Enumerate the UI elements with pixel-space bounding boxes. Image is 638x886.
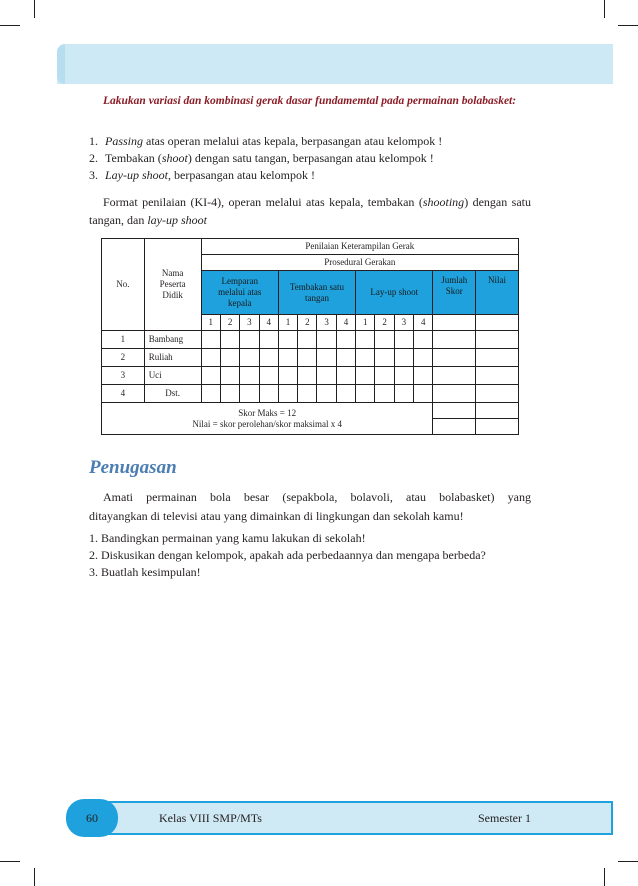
- student-name: Uci: [144, 367, 201, 385]
- table-row: [102, 331, 519, 349]
- term: lay-up shoot: [147, 213, 207, 227]
- sub-number: 3: [240, 315, 259, 331]
- table-row: [102, 367, 519, 385]
- list-number: 3.: [89, 168, 98, 182]
- term: Lay-up shoot: [105, 168, 168, 182]
- task-list: [89, 530, 539, 581]
- format-text: Format penilaian (KI-4), operan melalui atas kepala, tembakan (: [103, 195, 423, 209]
- table-footer: [102, 403, 433, 435]
- list-text: atas operan melalui atas kepala, berpasangan atau kelompok !: [143, 134, 443, 148]
- header-band-edge: [57, 44, 65, 84]
- assignment-paragraph: [89, 488, 531, 526]
- row-number: 2: [102, 349, 145, 367]
- crop-mark: [618, 25, 638, 26]
- term: shooting: [422, 195, 465, 209]
- sub-number: 2: [220, 315, 239, 331]
- list-item: [89, 167, 534, 184]
- list-item: [89, 133, 534, 150]
- header-band: [57, 44, 613, 84]
- sub-number: 4: [414, 315, 433, 331]
- footer-class-label: Kelas VIII SMP/MTs: [159, 811, 262, 825]
- crop-mark: [0, 25, 20, 26]
- section-heading: Penugasan: [89, 457, 177, 478]
- header-group: Lay-up shoot: [356, 271, 433, 315]
- crop-mark: [34, 0, 35, 18]
- footer-bar: [67, 801, 613, 835]
- list-number: 1.: [89, 134, 98, 148]
- table-row: [102, 385, 519, 403]
- list-text: Tembakan (: [105, 151, 162, 165]
- assessment-table: [101, 238, 519, 435]
- header-subtitle: Prosedural Gerakan: [201, 255, 518, 271]
- term: shoot: [161, 151, 188, 165]
- footer-semester-label: Semester 1: [478, 811, 531, 825]
- score-formula: Nilai = skor perolehan/skor maksimal x 4: [192, 418, 342, 429]
- crop-mark: [604, 868, 605, 886]
- crop-mark: [34, 868, 35, 886]
- student-name: Dst.: [144, 385, 201, 403]
- header-no: No.: [102, 239, 145, 331]
- header-group: Lemparan melalui atas kepala: [201, 271, 278, 315]
- list-item: 2. Diskusikan dengan kelompok, apakah ada perbedaannya dan mengapa berbeda?: [89, 548, 486, 562]
- header-name: Nama Peserta Didik: [144, 239, 201, 331]
- sub-number: 1: [356, 315, 375, 331]
- list-item: 1. Bandingkan permainan yang kamu lakukan di sekolah!: [89, 531, 366, 545]
- student-name: Bambang: [144, 331, 201, 349]
- sub-number: 2: [298, 315, 317, 331]
- sub-number: 4: [336, 315, 355, 331]
- sub-number: 1: [201, 315, 220, 331]
- sub-number: 3: [317, 315, 336, 331]
- row-number: 4: [102, 385, 145, 403]
- empty-cell: [476, 315, 519, 331]
- sub-number: 4: [259, 315, 278, 331]
- header-title: Penilaian Keterampilan Gerak: [201, 239, 518, 255]
- assignment-text: Amati permainan bola besar (sepakbola, bolavoli, atau bolabasket) yang: [103, 490, 531, 504]
- header-score: Nilai: [476, 271, 519, 315]
- list-text: , berpasangan atau kelompok !: [168, 168, 315, 182]
- format-text: ) dengan satu tangan, dan: [89, 195, 531, 227]
- header-total: Jumlah Skor: [433, 271, 476, 315]
- crop-mark: [0, 861, 20, 862]
- max-score-note: Skor Maks = 12: [238, 407, 297, 418]
- sub-number: 2: [375, 315, 394, 331]
- exercise-list: [89, 133, 534, 184]
- assignment-text: ditayangkan di televisi atau yang dimainkan di lingkungan dan sekolah kamu!: [89, 509, 464, 523]
- crop-mark: [604, 0, 605, 18]
- student-name: Ruliah: [144, 349, 201, 367]
- term: Passing: [105, 134, 144, 148]
- intro-text: Lakukan variasi dan kombinasi gerak dasar fundamemtal pada permainan bolabasket:: [103, 95, 517, 107]
- crop-mark: [618, 861, 638, 862]
- list-item: [89, 150, 534, 167]
- row-number: 1: [102, 331, 145, 349]
- table-row: [102, 349, 519, 367]
- list-text: ) dengan satu tangan, berpasangan atau kelompok !: [187, 151, 434, 165]
- empty-cell: [433, 315, 476, 331]
- format-paragraph: [89, 193, 531, 229]
- row-number: 3: [102, 367, 145, 385]
- list-item: 3. Buatlah kesimpulan!: [89, 565, 201, 579]
- sub-number: 3: [394, 315, 413, 331]
- list-number: 2.: [89, 151, 98, 165]
- header-group: Tembakan satu tangan: [278, 271, 355, 315]
- sub-number: 1: [278, 315, 297, 331]
- intro-instruction: [89, 92, 531, 111]
- page-number: 60: [66, 799, 118, 837]
